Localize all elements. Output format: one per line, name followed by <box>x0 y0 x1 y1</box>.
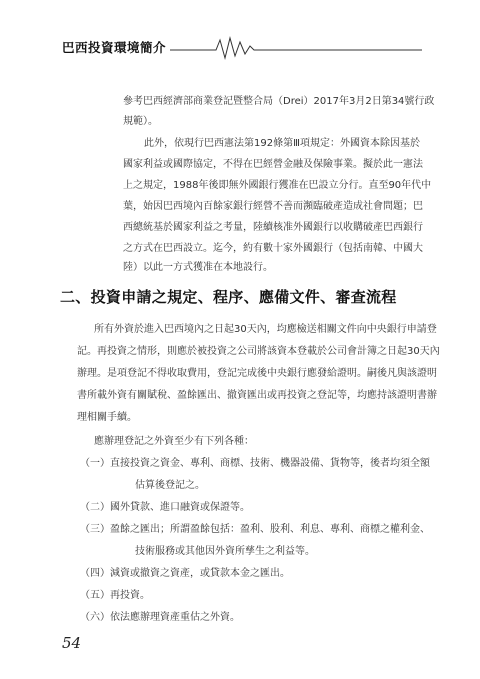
paragraph-line: 參考巴西經濟部商業登記暨整合局（Drei）2017年3月2日第34號行政 <box>123 96 435 107</box>
paragraph-line: 書所載外資有關賦稅、盈餘匯出、撤資匯出或再投資之登記等，均應持該證明書辦 <box>77 390 437 401</box>
header-title: 巴西投資環境簡介 <box>62 40 167 55</box>
paragraph-line: 辦理。是項登記不得收取費用，登記完成後中央銀行應發給證明。嗣後凡與該證明 <box>77 368 437 379</box>
list-item: （二）國外貸款、進口融資或保證等。 <box>80 502 250 513</box>
page-number: 54 <box>62 634 82 652</box>
paragraph-line: 上之規定，1988年後即無外國銀行獲准在巴設立分行。直至90年代中 <box>123 180 432 191</box>
running-header <box>62 36 422 60</box>
list-item: （三）盈餘之匯出；所謂盈餘包括：盈利、股利、利息、專利、商標之權利金、 <box>80 524 430 535</box>
list-item: （一）直接投資之資金、專利、商標、技術、機器設備、貨物等，後者均須全額 <box>80 458 430 469</box>
paragraph-line: 陸）以此一方式獲准在本地設行。 <box>123 262 273 273</box>
paragraph-line: 規範）。 <box>123 116 158 127</box>
paragraph-line: 國家利益或國際協定，不得在巴經營金融及保險事業。擬於此一憲法 <box>123 159 423 170</box>
paragraph-line: 所有外資於進入巴西境內之日起30天內，均應檢送相關文件向中央銀行申請登 <box>94 324 437 335</box>
paragraph-line: 西總統基於國家利益之考量，陸續核准外國銀行以收購破產巴西銀行 <box>123 222 423 233</box>
paragraph-line: 理相關手續。 <box>77 412 137 423</box>
paragraph-line: 記。再投資之情形，則應於被投資之公司將該資本登載於公司會計簿之日起30天內 <box>77 346 440 357</box>
list-intro: 應辦理登記之外資至少有下列各種： <box>94 436 254 447</box>
list-item: （四）減資或撤資之資產，或貸款本金之匯出。 <box>80 568 290 579</box>
paragraph-line: 此外，依現行巴西憲法第192條第Ⅲ項規定：外國資本除因基於 <box>144 138 420 149</box>
paragraph-line: 葉，始因巴西境內百餘家銀行經營不善而瀕臨破產造成社會問題；巴 <box>123 201 423 212</box>
list-item-continuation: 估算後登記之。 <box>135 480 205 491</box>
list-item: （五）再投資。 <box>80 590 150 601</box>
section-heading: 二、投資申請之規定、程序、應備文件、審查流程 <box>60 288 397 306</box>
paragraph-line: 之方式在巴西設立。迄今，約有數十家外國銀行（包括南韓、中國大 <box>123 243 423 254</box>
list-item-continuation: 技術服務或其他因外資所孳生之利益等。 <box>135 546 315 557</box>
list-item: （六）依法應辦理資產重估之外資。 <box>80 612 240 623</box>
